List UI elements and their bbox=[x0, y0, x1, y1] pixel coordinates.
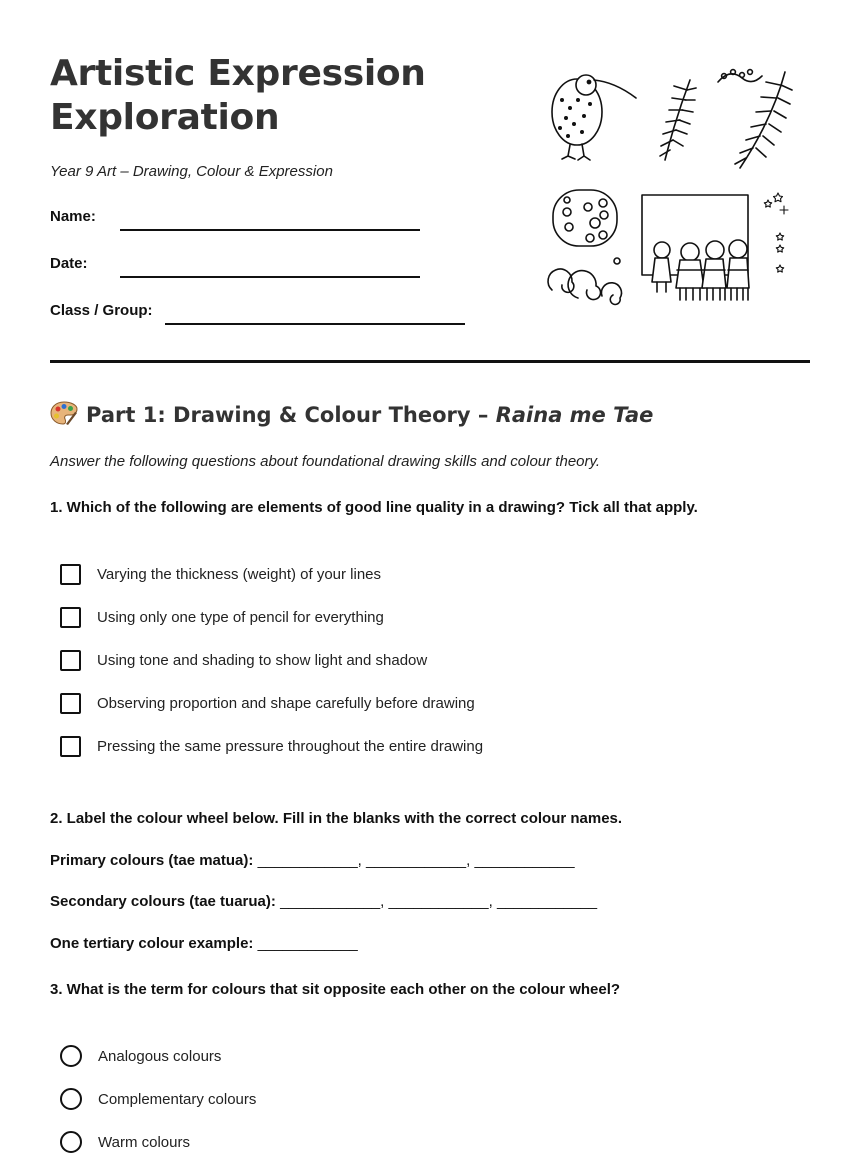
name-label: Name: bbox=[50, 208, 96, 225]
q1-option[interactable] bbox=[60, 693, 475, 714]
question-3: 3. What is the term for colours that sit opposite each other on the colour wheel? bbox=[50, 981, 621, 998]
class-label: Class / Group: bbox=[50, 302, 153, 319]
q1-option-label: Using only one type of pencil for everything bbox=[97, 609, 384, 626]
q1-checkbox[interactable] bbox=[60, 607, 81, 628]
part-1-heading-text: Part 1: Drawing & Colour Theory – bbox=[86, 403, 496, 427]
header-illustration bbox=[540, 60, 810, 320]
children-at-board-icon bbox=[642, 195, 749, 300]
q1-option[interactable] bbox=[60, 650, 427, 671]
q3-radio[interactable] bbox=[60, 1131, 82, 1153]
tertiary-colour-row bbox=[50, 935, 358, 952]
section-divider bbox=[50, 360, 810, 363]
fern-frond-icon bbox=[718, 70, 792, 168]
q1-option[interactable] bbox=[60, 736, 483, 757]
q1-option-label: Pressing the same pressure throughout the entire drawing bbox=[97, 738, 484, 755]
question-1: 1. Which of the following are elements of good line quality in a drawing? Tick all that apply. bbox=[50, 499, 698, 516]
part-1-intro: Answer the following questions about foundational drawing skills and colour theory. bbox=[50, 453, 601, 470]
name-field[interactable] bbox=[120, 229, 420, 231]
title-line-2: Exploration bbox=[50, 97, 280, 138]
q1-checkbox[interactable] bbox=[60, 736, 81, 757]
dotted-shape-icon bbox=[553, 190, 617, 246]
primary-colours-row bbox=[50, 852, 575, 869]
class-field[interactable] bbox=[165, 323, 465, 325]
q1-checkbox[interactable] bbox=[60, 650, 81, 671]
q1-checkbox[interactable] bbox=[60, 693, 81, 714]
q3-option-label: Warm colours bbox=[98, 1133, 190, 1151]
q1-checkbox[interactable] bbox=[60, 564, 81, 585]
worksheet-title bbox=[50, 52, 426, 140]
title-line-1: Artistic Expression bbox=[50, 53, 426, 94]
q3-radio[interactable] bbox=[60, 1045, 82, 1067]
part-1-heading bbox=[50, 400, 653, 427]
q3-option[interactable] bbox=[60, 1131, 190, 1153]
primary-colours-blanks[interactable]: ____________, ____________, ____________ bbox=[257, 852, 575, 869]
q1-option[interactable] bbox=[60, 607, 384, 628]
q3-option-label: Complementary colours bbox=[98, 1090, 257, 1108]
secondary-colours-label: Secondary colours (tae tuarua): bbox=[50, 893, 276, 910]
secondary-colours-row bbox=[50, 893, 597, 910]
tertiary-colour-label: One tertiary colour example: bbox=[50, 935, 254, 952]
tertiary-colour-blank[interactable]: ____________ bbox=[257, 935, 358, 952]
secondary-colours-blanks[interactable]: ____________, ____________, ____________ bbox=[280, 893, 598, 910]
kiwi-bird-icon bbox=[552, 75, 636, 160]
q3-option[interactable] bbox=[60, 1045, 221, 1067]
stars-icon bbox=[764, 193, 788, 272]
part-1-heading-maori: Raina me Tae bbox=[495, 403, 654, 427]
q3-radio[interactable] bbox=[60, 1088, 82, 1110]
q1-option-label: Varying the thickness (weight) of your lines bbox=[97, 566, 382, 583]
fern-leaf-icon bbox=[660, 80, 696, 160]
koru-swirl-icon bbox=[548, 258, 621, 304]
date-label: Date: bbox=[50, 255, 88, 272]
question-2: 2. Label the colour wheel below. Fill in the blanks with the correct colour names. bbox=[50, 810, 623, 827]
date-field[interactable] bbox=[120, 276, 420, 278]
q1-option[interactable] bbox=[60, 564, 381, 585]
q3-option-label: Analogous colours bbox=[98, 1047, 222, 1065]
primary-colours-label: Primary colours (tae matua): bbox=[50, 852, 254, 869]
palette-icon bbox=[50, 400, 78, 426]
q3-option[interactable] bbox=[60, 1088, 256, 1110]
worksheet-subtitle: Year 9 Art – Drawing, Colour & Expression bbox=[50, 163, 333, 180]
q1-option-label: Using tone and shading to show light and shadow bbox=[97, 652, 428, 669]
q1-option-label: Observing proportion and shape carefully before drawing bbox=[97, 695, 475, 712]
